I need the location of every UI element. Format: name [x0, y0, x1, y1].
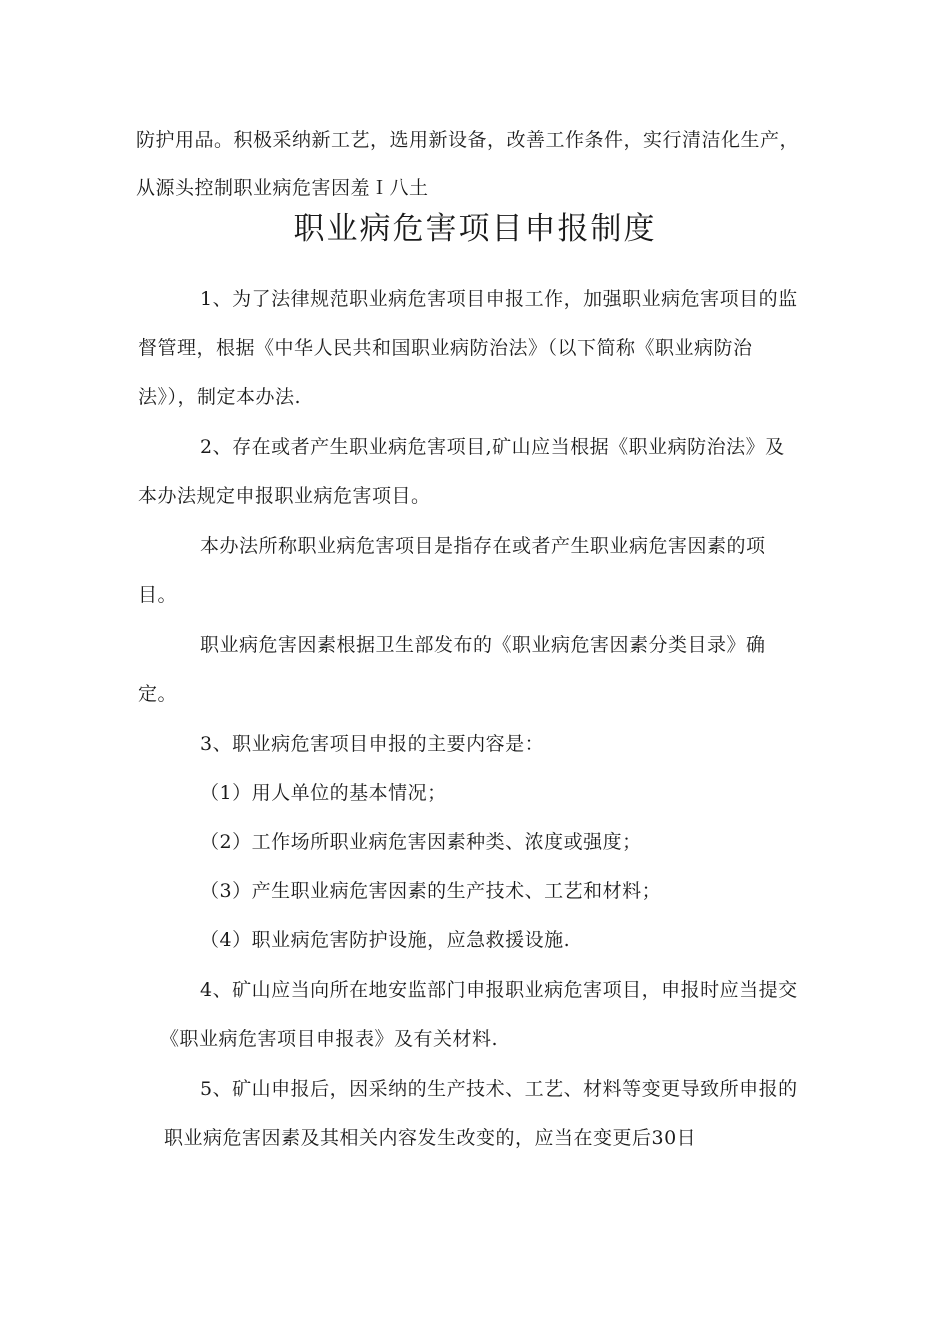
paragraph-1-line-2: 督管理，根据《中华人民共和国职业病防治法》（以下简称《职业病防治 [138, 337, 753, 359]
paragraph-2-line-2: 本办法规定申报职业病危害项目。 [138, 485, 431, 507]
paragraph-5: 3、职业病危害项目申报的主要内容是： [200, 733, 545, 755]
paragraph-4-line-2: 定。 [138, 683, 178, 705]
paragraph-1-line-3: 法》），制定本办法. [138, 386, 302, 408]
paragraph-7-line-1: 5、矿山申报后，因采纳的生产技术、工艺、材料等变更导致所申报的 [200, 1078, 798, 1100]
intro-line-2: 从源头控制职业病危害因羞Ｉ八土 [136, 177, 429, 199]
paragraph-4-line-1: 职业病危害因素根据卫生部发布的《职业病危害因素分类目录》确 [200, 634, 766, 656]
list-item-2: （2）工作场所职业病危害因素种类、浓度或强度； [200, 831, 642, 853]
paragraph-2-line-1: 2、存在或者产生职业病危害项目,矿山应当根据《职业病防治法》及 [200, 436, 785, 458]
list-item-4: （4）职业病危害防护设施，应急救援设施. [200, 929, 571, 951]
paragraph-3-line-2: 目。 [138, 584, 178, 606]
intro-line-1: 防护用品。积极采纳新工艺，选用新设备，改善工作条件，实行清洁化生产， [136, 129, 800, 151]
paragraph-6-line-1: 4、矿山应当向所在地安监部门申报职业病危害项目，申报时应当提交 [200, 979, 798, 1001]
paragraph-1-line-1: 1、为了法律规范职业病危害项目申报工作，加强职业病危害项目的监 [200, 288, 798, 310]
list-item-1: （1）用人单位的基本情况； [200, 782, 447, 804]
paragraph-7-line-2: 职业病危害因素及其相关内容发生改变的，应当在变更后30日 [164, 1127, 697, 1149]
list-item-3: （3）产生职业病危害因素的生产技术、工艺和材料； [200, 880, 662, 902]
document-title: 职业病危害项目申报制度 [293, 211, 657, 247]
paragraph-3-line-1: 本办法所称职业病危害项目是指存在或者产生职业病危害因素的项 [200, 535, 766, 557]
paragraph-6-line-2: 《职业病危害项目申报表》及有关材料. [160, 1028, 499, 1050]
